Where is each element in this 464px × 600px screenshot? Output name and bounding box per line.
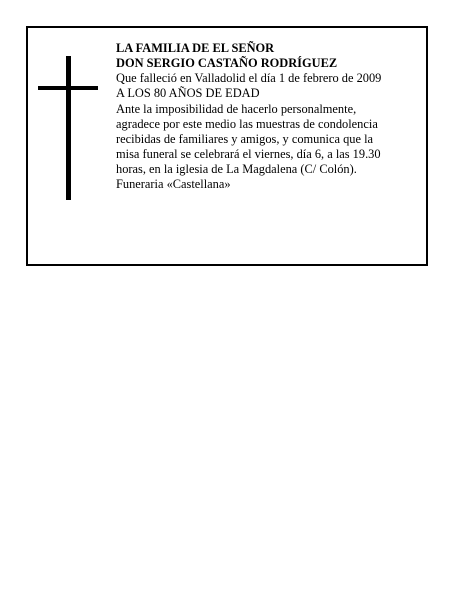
cross-vertical-bar (66, 56, 71, 200)
cross-icon (38, 56, 98, 200)
age-line: A LOS 80 AÑOS DE EDAD (116, 86, 260, 100)
body-line: agradece por este medio las muestras de condolencia (116, 117, 378, 131)
death-date-line: Que falleció en Valladolid el día 1 de febrero de 2009 (116, 71, 382, 85)
notice-body (116, 102, 416, 192)
funeral-home: Funeraria «Castellana» (116, 177, 231, 191)
body-line: horas, en la iglesia de La Magdalena (C/ Colón). (116, 162, 357, 176)
body-line: misa funeral se celebrará el viernes, día 6, a las 19.30 (116, 147, 381, 161)
body-line: recibidas de familiares y amigos, y comunica que la (116, 132, 374, 146)
deceased-name: DON SERGIO CASTAÑO RODRÍGUEZ (116, 56, 338, 70)
notice-text (116, 41, 416, 192)
cross-horizontal-bar (38, 86, 98, 90)
obituary-notice (26, 26, 428, 266)
family-heading: LA FAMILIA DE EL SEÑOR (116, 41, 275, 55)
body-line: Ante la imposibilidad de hacerlo personalmente, (116, 102, 357, 116)
